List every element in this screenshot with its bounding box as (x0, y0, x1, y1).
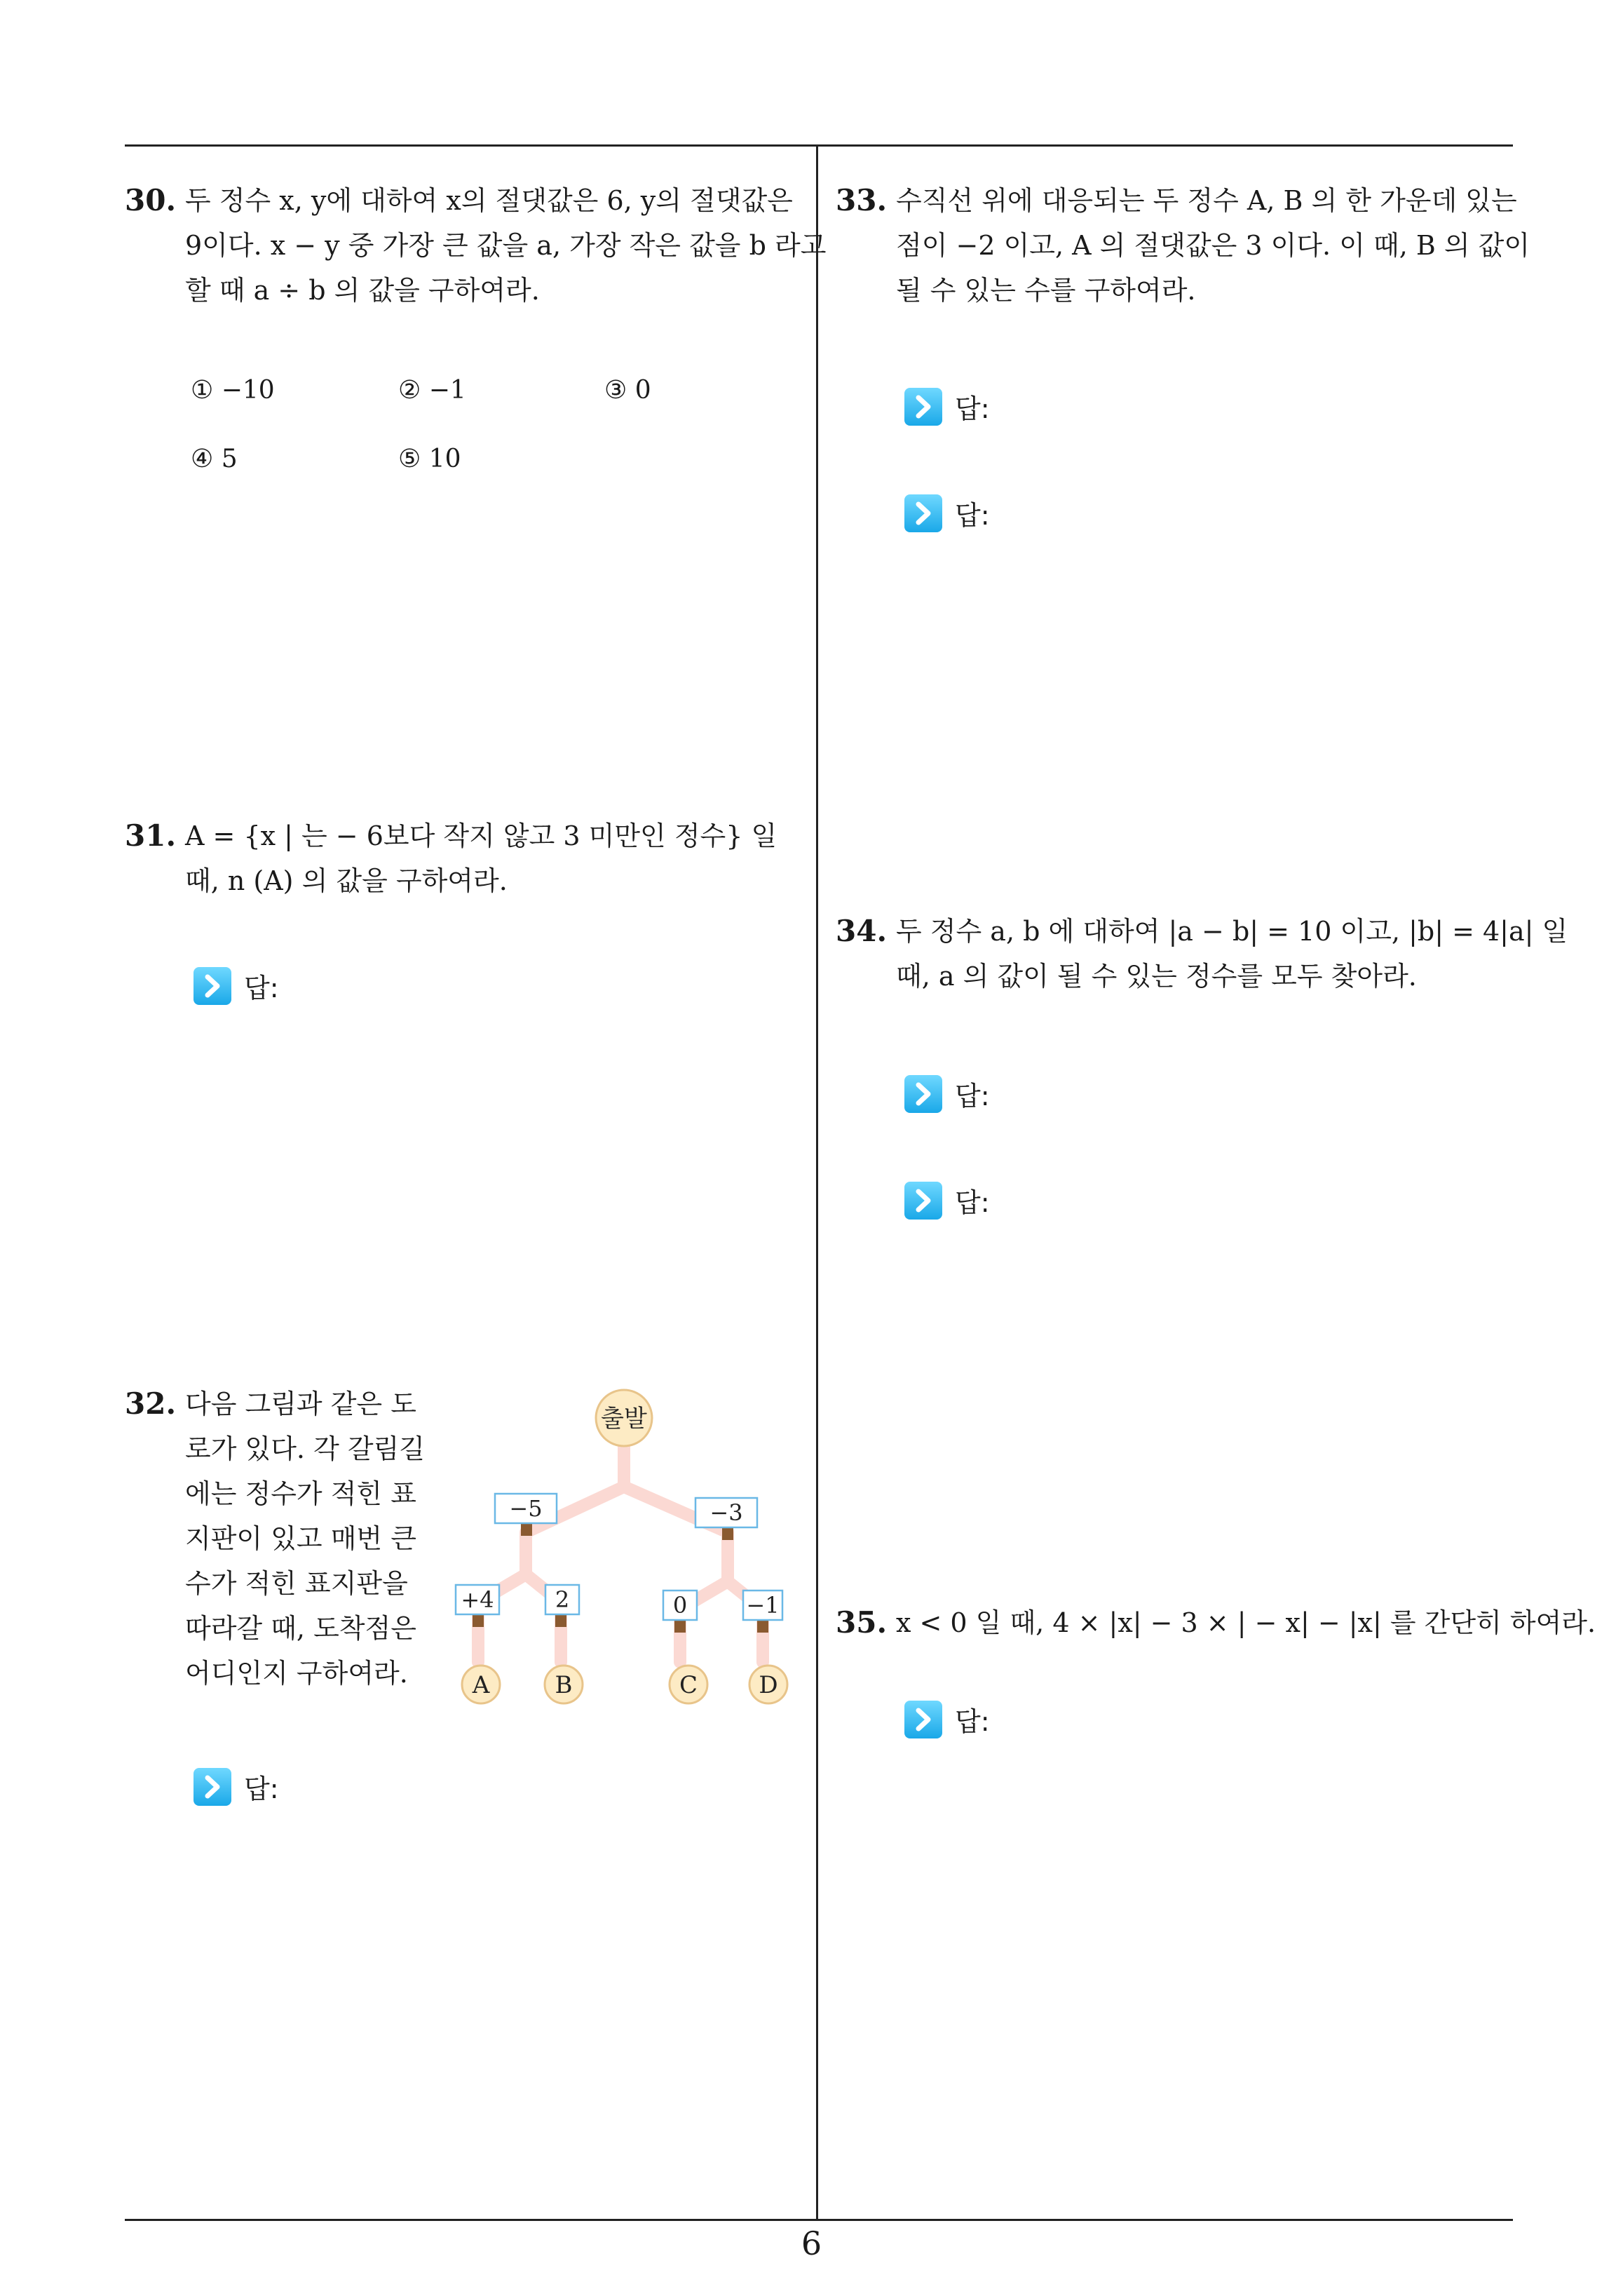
end-label-d: D (759, 1671, 778, 1699)
question-number: 32. (125, 1386, 177, 1421)
choice-5[interactable]: ⑤ 10 (398, 445, 461, 473)
sign-label: 2 (555, 1586, 570, 1613)
page-number: 6 (801, 2224, 822, 2262)
question-30 (125, 178, 827, 318)
answer-label: 답: (244, 1774, 279, 1804)
question-text-line: 다음 그림과 같은 도 (185, 1389, 416, 1419)
answer-field[interactable] (904, 494, 990, 532)
question-text-line: 수가 적힌 표지판을 (185, 1568, 408, 1599)
bottom-rule (125, 2219, 1513, 2221)
question-text-line: x < 0 일 때, 4 × |x| − 3 × | − x| − |x| 를 간단히 하여라. (896, 1607, 1596, 1638)
question-text-line: 수직선 위에 대응되는 두 정수 A, B 의 한 가운데 있는 (896, 185, 1517, 216)
answer-field[interactable] (904, 387, 990, 426)
sign-label: 0 (672, 1592, 688, 1619)
question-text-line: 지판이 있고 매번 큰 (185, 1523, 416, 1554)
end-label-b: B (555, 1671, 573, 1699)
question-number: 31. (125, 818, 177, 853)
answer-label: 답: (955, 500, 990, 531)
sign-label: −5 (509, 1495, 543, 1522)
start-node (596, 1390, 652, 1446)
answer-label: 답: (955, 1081, 990, 1112)
start-label: 출발 (601, 1405, 647, 1433)
answer-field[interactable] (904, 1181, 990, 1220)
question-32 (125, 1382, 433, 1704)
question-text-line: 로가 있다. 각 갈림길 (185, 1433, 425, 1464)
road-diagram (449, 1382, 799, 1718)
question-text-line: 따라갈 때, 도착점은 (185, 1613, 416, 1644)
question-31 (125, 813, 805, 912)
question-number: 33. (836, 183, 888, 217)
top-rule (125, 144, 1513, 147)
question-text-line: 어디인지 구하여라. (185, 1658, 408, 1689)
question-text-line: A = {x | 는 − 6보다 작지 않고 3 미만인 정수} 일 (185, 821, 777, 851)
end-label-c: C (679, 1671, 698, 1699)
answer-field[interactable] (904, 1700, 990, 1738)
end-label-a: A (472, 1671, 490, 1699)
answer-field[interactable] (193, 1767, 279, 1806)
question-text-line: 두 정수 x, y에 대하여 x의 절댓값은 6, y의 절댓값은 (185, 185, 793, 216)
question-number: 35. (836, 1605, 888, 1640)
chevron-right-icon (193, 967, 231, 1005)
chevron-right-icon (904, 1701, 942, 1738)
answer-label: 답: (955, 393, 990, 424)
chevron-right-icon (193, 1768, 231, 1806)
choice-2[interactable]: ② −1 (398, 376, 466, 405)
sign-label: +4 (461, 1586, 494, 1613)
answer-field[interactable] (904, 1074, 990, 1113)
chevron-right-icon (904, 494, 942, 532)
answer-label: 답: (244, 973, 279, 1004)
column-divider (816, 144, 818, 2220)
question-text-line: 때, n (A) 의 값을 구하여라. (185, 865, 508, 896)
question-text-line: 두 정수 a, b 에 대하여 |a − b| = 10 이고, |b| = 4|a| 일 (896, 916, 1568, 947)
question-number: 30. (125, 183, 177, 217)
chevron-right-icon (904, 1182, 942, 1220)
question-35 (836, 1600, 1596, 1649)
question-text-line: 때, a 의 값이 될 수 있는 정수를 모두 찾아라. (896, 961, 1417, 992)
question-text-line: 9이다. x − y 중 가장 큰 값을 a, 가장 작은 값을 b 라고 (185, 230, 827, 261)
sign-label: −3 (709, 1499, 743, 1526)
chevron-right-icon (904, 1075, 942, 1113)
question-text-line: 될 수 있는 수를 구하여라. (896, 275, 1196, 306)
chevron-right-icon (904, 388, 942, 426)
sign-label: −1 (746, 1592, 780, 1619)
question-number: 34. (836, 914, 888, 948)
question-33 (836, 178, 1530, 318)
choice-1[interactable]: ① −10 (191, 376, 275, 405)
question-34 (836, 909, 1568, 1007)
question-text-line: 할 때 a ÷ b 의 값을 구하여라. (185, 275, 540, 306)
choice-3[interactable]: ③ 0 (604, 376, 651, 405)
choice-4[interactable]: ④ 5 (191, 445, 238, 473)
question-text-line: 점이 −2 이고, A 의 절댓값은 3 이다. 이 때, B 의 값이 (896, 230, 1530, 261)
answer-label: 답: (955, 1706, 990, 1737)
answer-field[interactable] (193, 966, 279, 1005)
question-text-line: 에는 정수가 적힌 표 (185, 1478, 416, 1509)
answer-label: 답: (955, 1187, 990, 1218)
